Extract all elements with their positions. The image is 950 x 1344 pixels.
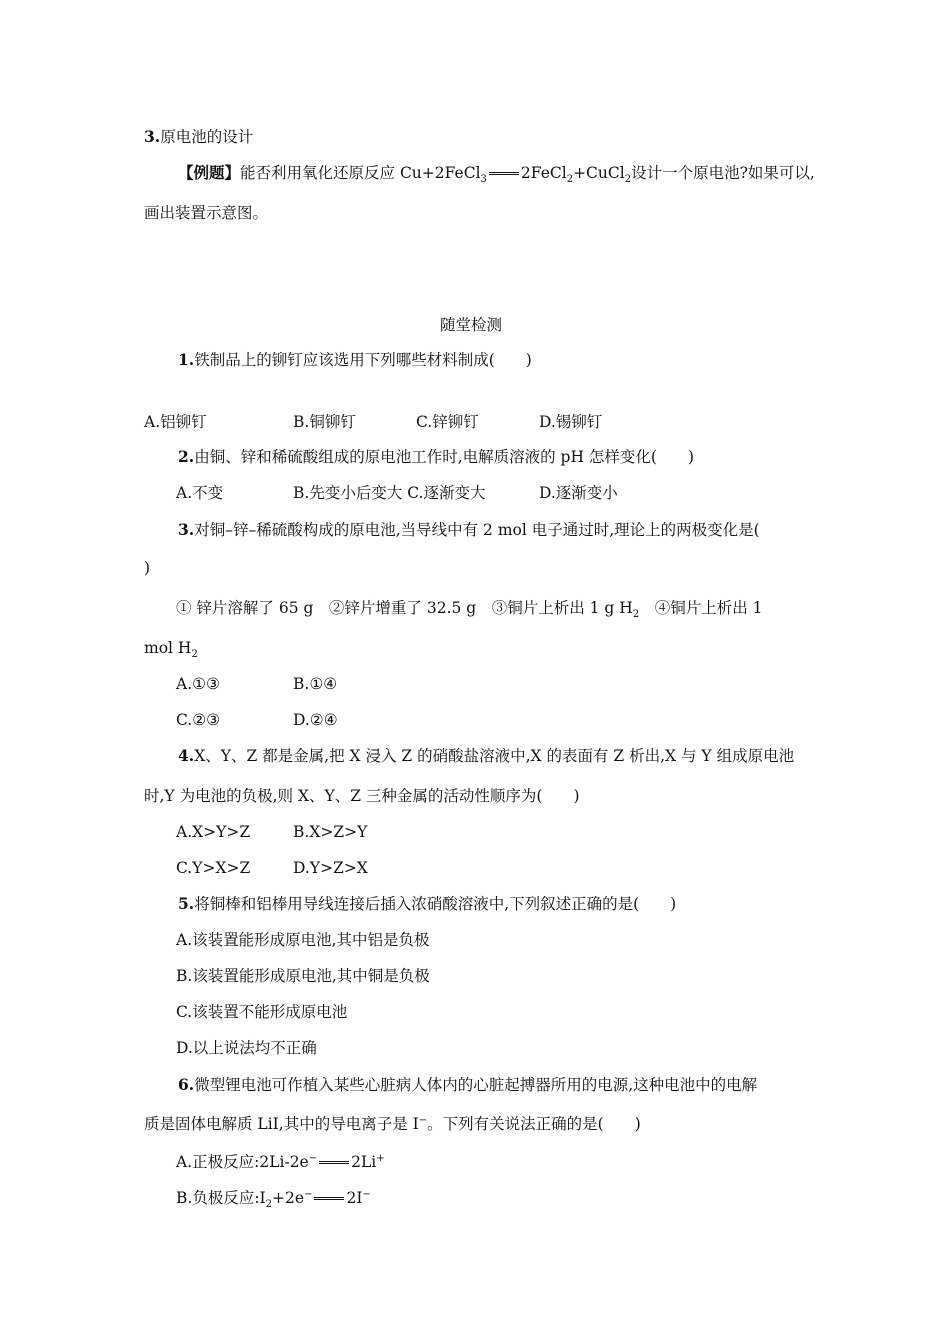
q3-option-a: A.①③ [176, 675, 220, 693]
example-text: 能否利用氧化还原反应 Cu+2FeCl [240, 164, 481, 182]
superscript: + [376, 1152, 385, 1164]
subscript: 2 [191, 649, 198, 661]
question-2 [178, 447, 694, 467]
question-3-cont: ) [144, 559, 151, 577]
example-line-1 [178, 163, 815, 186]
superscript: − [418, 1114, 428, 1126]
example-tag: 【例题】 [178, 163, 241, 182]
question-number: 5. [178, 894, 195, 913]
question-text: 。下列有关说法正确的是( ) [427, 1115, 641, 1133]
q4-option-c: C.Y>X>Z [176, 859, 251, 877]
section-number: 3. [144, 127, 161, 146]
question-text: X、Y、Z 都是金属,把 X 浸入 Z 的硝酸盐溶液中,X 的表面有 Z 析出,X 与 Y 组成原电池 [194, 747, 795, 765]
option-text: 2Li [351, 1153, 377, 1171]
superscript: − [362, 1188, 371, 1200]
question-text: 由铜、锌和稀硫酸组成的原电池工作时,电解质溶液的 pH 怎样变化( ) [194, 448, 695, 466]
q3-items-cont [144, 638, 198, 661]
example-text: 设计一个原电池?如果可以, [631, 164, 815, 182]
q3-option-c: C.②③ [176, 711, 221, 729]
example-text: +CuCl [573, 164, 625, 182]
q3-items-text: ④铜片上析出 1 [639, 599, 763, 617]
option-text: A.正极反应:2Li-2e [176, 1153, 309, 1171]
question-5 [178, 894, 676, 914]
q6-option-a [176, 1152, 385, 1172]
section-heading [144, 127, 253, 147]
question-number: 1. [178, 350, 195, 369]
quiz-title: 随堂检测 [440, 316, 503, 334]
q3-items-text: ① 锌片溶解了 65 g ②锌片增重了 32.5 g ③铜片上析出 1 g H [176, 599, 633, 617]
q5-option-b: B.该装置能形成原电池,其中铜是负极 [176, 967, 430, 985]
question-text: 质是固体电解质 LiI,其中的导电离子是 I [144, 1115, 419, 1133]
question-6-cont [144, 1114, 641, 1134]
option-text: 2I [346, 1189, 363, 1207]
equals-sign [489, 172, 519, 175]
subscript: 2 [566, 174, 574, 186]
question-4-cont: 时,Y 为电池的负极,则 X、Y、Z 三种金属的活动性顺序为( ) [144, 787, 580, 805]
question-text: 微型锂电池可作植入某些心脏病人体内的心脏起搏器所用的电源,这种电池中的电解 [194, 1076, 758, 1094]
q4-option-d: D.Y>Z>X [293, 859, 368, 877]
question-number: 3. [178, 520, 195, 539]
q6-option-b [176, 1188, 371, 1211]
q2-option-bc: B.先变小后变大 C.逐渐变大 [293, 484, 486, 502]
q5-option-a: A.该装置能形成原电池,其中铝是负极 [176, 931, 430, 949]
example-text: 2FeCl [520, 164, 567, 182]
option-text: +2e [272, 1189, 305, 1207]
subscript: 2 [632, 609, 640, 621]
subscript: 3 [480, 174, 487, 186]
subscript: 2 [265, 1199, 273, 1211]
question-text: 铁制品上的铆钉应该选用下列哪些材料制成( ) [194, 351, 532, 369]
q5-option-d: D.以上说法均不正确 [176, 1039, 317, 1057]
q5-option-c: C.该装置不能形成原电池 [176, 1003, 348, 1021]
q2-option-d: D.逐渐变小 [539, 484, 618, 502]
question-text: 将铜棒和铝棒用导线连接后插入浓硝酸溶液中,下列叙述正确的是( ) [194, 895, 677, 913]
q1-option-d: D.锡铆钉 [539, 413, 603, 431]
q1-option-c: C.锌铆钉 [416, 413, 479, 431]
subscript: 2 [624, 174, 632, 186]
section-title: 原电池的设计 [160, 128, 254, 146]
equals-sign [314, 1197, 344, 1200]
q3-items-text: mol H [144, 639, 192, 657]
question-text: 对铜–锌–稀硫酸构成的原电池,当导线中有 2 mol 电子通过时,理论上的两极变化是( [194, 521, 760, 539]
question-number: 4. [178, 746, 195, 765]
question-3 [178, 520, 760, 540]
question-4 [178, 746, 794, 766]
q4-option-a: A.X>Y>Z [176, 823, 251, 841]
option-text: B.负极反应:I [176, 1189, 266, 1207]
superscript: − [308, 1152, 318, 1164]
superscript: − [304, 1188, 313, 1200]
q1-option-b: B.铜铆钉 [293, 413, 356, 431]
q4-option-b: B.X>Z>Y [293, 823, 368, 841]
question-6 [178, 1075, 757, 1095]
question-number: 2. [178, 447, 195, 466]
q2-option-a: A.不变 [176, 484, 224, 502]
question-1 [178, 350, 532, 370]
q1-option-a: A.铝铆钉 [144, 413, 207, 431]
q3-items [176, 598, 763, 621]
q3-option-d: D.②④ [293, 711, 338, 729]
example-line-2: 画出装置示意图。 [144, 204, 269, 222]
equals-sign [319, 1161, 349, 1164]
q3-option-b: B.①④ [293, 675, 338, 693]
question-number: 6. [178, 1075, 195, 1094]
